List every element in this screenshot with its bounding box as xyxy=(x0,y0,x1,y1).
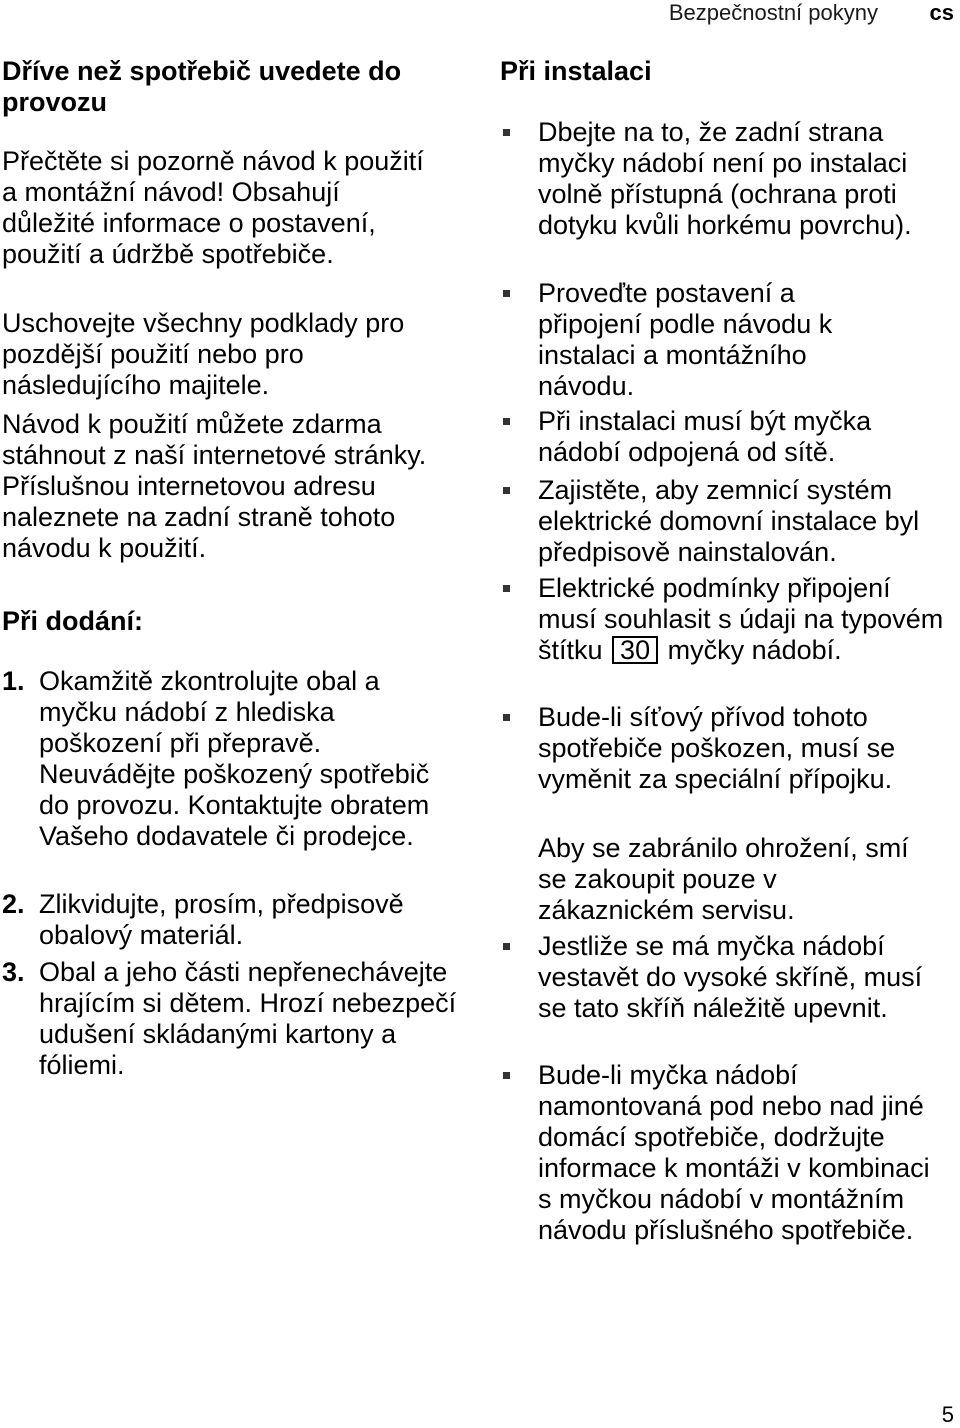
bullet-square-icon xyxy=(503,1072,510,1079)
installation-bullet xyxy=(500,278,956,402)
page-header xyxy=(0,0,960,30)
bullet-text: Proveďte postavení a připojení podle návodu k instalaci a montážního návodu. xyxy=(538,278,833,401)
bullet-text: Jestliže se má myčka nádobí vestavět do vysoké skříně, musí se tato skříň náležitě upevnit. xyxy=(538,931,923,1023)
step-text: Obal a jeho části nepřenechávejte hrajícím si dětem. Hrozí nebezpečí udušení skládanými kartony a fóliemi. xyxy=(39,957,457,1080)
reference-number-box: 30 xyxy=(612,636,658,664)
bullet-square-icon xyxy=(503,129,510,136)
installation-bullet xyxy=(500,475,956,568)
installation-bullet xyxy=(500,117,956,241)
bullet-text: Bude-li síťový přívod tohoto spotřebiče poškozen, musí se vyměnit za speciální přípojku. xyxy=(538,702,896,794)
delivery-step-1 xyxy=(2,666,462,852)
installation-bullet xyxy=(500,931,956,1024)
step-number: 1. xyxy=(2,666,25,696)
bullet-text xyxy=(538,573,954,666)
bullet-text: Dbejte na to, že zadní strana myčky nádobí není po instalaci volně přístupná (ochrana proti dotyku kvůli horkému povrchu). xyxy=(538,117,912,240)
paragraph-download-manual: Návod k použití můžete zdarma stáhnout z naší internetové stránky. Příslušnou internetovou adresu naleznete na zadní straně tohoto návodu k použití. xyxy=(2,409,427,563)
heading-installation: Při instalaci xyxy=(500,56,652,86)
paragraph-read-manual: Přečtěte si pozorně návod k použití a montážní návod! Obsahují důležité informace o postavení, použití a údržbě spotřebiče. xyxy=(2,146,424,269)
bullet-square-icon xyxy=(503,418,510,425)
bullet-square-icon xyxy=(503,487,510,494)
bullet-square-icon xyxy=(503,290,510,297)
step-number: 3. xyxy=(2,957,25,987)
step-number: 2. xyxy=(2,889,25,919)
step-text: Okamžitě zkontrolujte obal a myčku nádobí z hlediska poškození při přepravě. Neuvádějte poškozený spotřebič do provozu. Kontaktujte obratem Vašeho dodavatele či prodejce. xyxy=(39,666,430,851)
bullet-square-icon xyxy=(503,943,510,950)
installation-bullet xyxy=(500,702,956,795)
installation-bullet xyxy=(500,406,956,468)
installation-bullet xyxy=(500,1060,956,1246)
bullet-text: Při instalaci musí být myčka nádobí odpojená od sítě. xyxy=(538,406,872,467)
paragraph-hazard-note: Aby se zabránilo ohrožení, smí se zakoupit pouze v zákaznickém servisu. xyxy=(538,833,909,925)
section-title: Bezpečnostní pokyny xyxy=(668,0,878,25)
paragraph-keep-documents: Uschovejte všechny podklady pro pozdější použití nebo pro následujícího majitele. xyxy=(2,308,405,400)
bullet-text: Zajistěte, aby zemnicí systém elektrické domovní instalace byl předpisově nainstalován. xyxy=(538,475,920,567)
bullet-square-icon xyxy=(503,714,510,721)
electric-text-before: Elektrické podmínky připojení musí souhlasit s údaji na typovém štítku xyxy=(538,573,944,665)
bullet-text: Bude-li myčka nádobí namontovaná pod nebo nad jiné domácí spotřebiče, dodržujte informace k montáži v kombinaci s myčkou nádobí v montážním návodu příslušného spotřebiče. xyxy=(538,1060,930,1245)
installation-bullet xyxy=(500,573,956,666)
language-code: cs xyxy=(929,0,954,25)
delivery-step-2 xyxy=(2,889,462,951)
bullet-square-icon xyxy=(503,585,510,592)
electric-text-after: myčky nádobí. xyxy=(667,635,842,665)
heading-before-use: Dříve než spotřebič uvedete do provozu xyxy=(2,56,402,117)
delivery-step-3 xyxy=(2,957,462,1081)
step-text: Zlikvidujte, prosím, předpisově obalový materiál. xyxy=(39,889,404,950)
heading-on-delivery: Při dodání: xyxy=(2,606,143,636)
page-number: 5 xyxy=(941,1402,954,1427)
